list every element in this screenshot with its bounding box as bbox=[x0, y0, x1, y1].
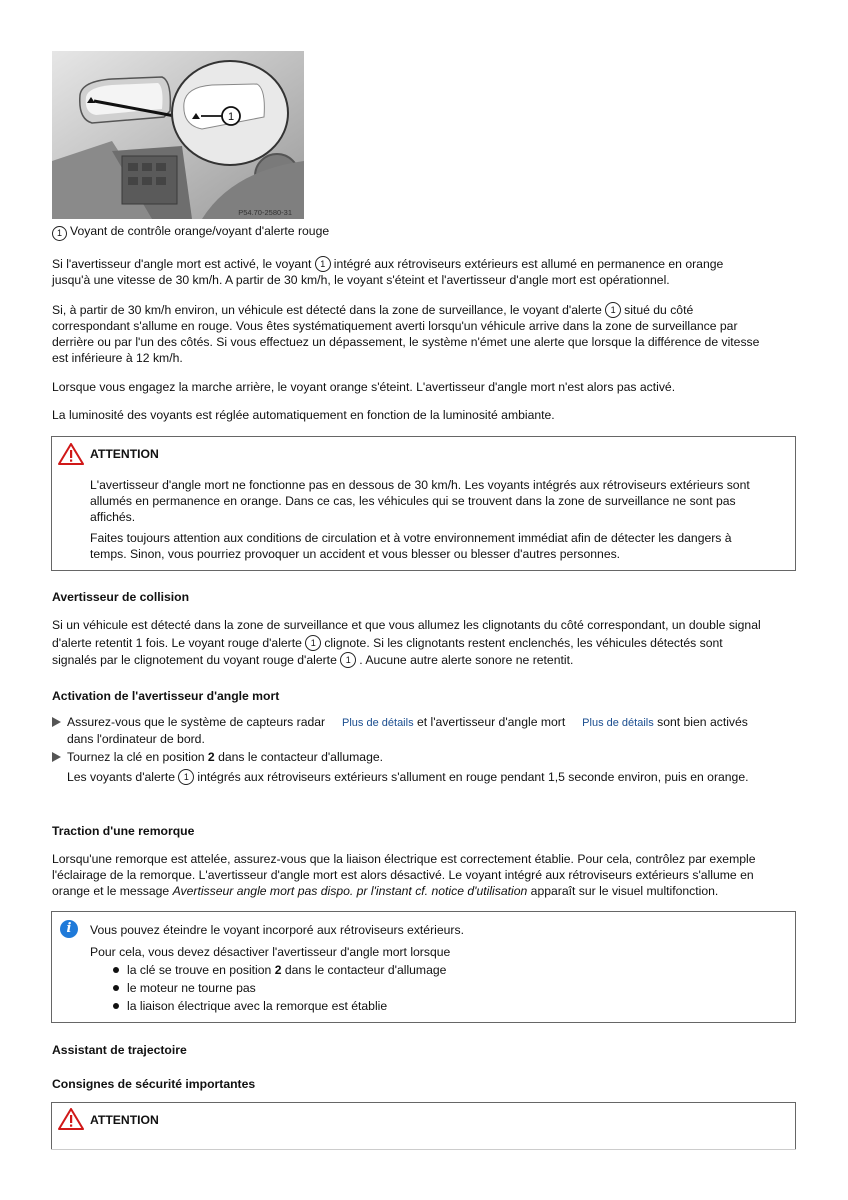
bullet-icon bbox=[113, 1003, 119, 1009]
activation-step-1: Assurez-vous que le système de capteurs radar Plus de détails et l'avertisseur d'angle mort Plus de détails sont bien activés dans l'ordinateur de bord. bbox=[52, 714, 798, 747]
intro-paragraph-4: La luminosité des voyants est réglée automatiquement en fonction de la luminosité ambiante. bbox=[52, 408, 555, 422]
mirror-illustration-svg bbox=[52, 51, 304, 219]
trailer-heading: Traction d'une remorque bbox=[52, 824, 195, 838]
trailer-paragraph: Lorsqu'une remorque est attelée, assurez-vous que la liaison électrique est correctement établie. Pour cela, contrôlez par exemple l'éclairage de la remorque. L'avertisseur d'angle mort est alors désactivé. Le voyant intégré aux rétroviseurs extérieurs s'allume en orange et le message Avertisseur angle mort pas dispo. pr l'instant cf. notice d'utilisation apparaît sur le visuel multifonction. bbox=[52, 852, 756, 898]
activation-heading: Activation de l'avertisseur d'angle mort bbox=[52, 689, 280, 703]
bullet-icon bbox=[113, 967, 119, 973]
callout-number: 1 bbox=[227, 111, 235, 123]
bullet-icon bbox=[113, 985, 119, 991]
activation-step-2: Tournez la clé en position 2 dans le contacteur d'allumage. Les voyants d'alerte 1 intégrés aux rétroviseurs extérieurs s'allument en rouge pendant 1,5 seconde environ, puis en orange. bbox=[52, 749, 798, 785]
info-box bbox=[51, 911, 796, 1023]
step-arrow-icon bbox=[52, 752, 61, 762]
caption-text: Voyant de contrôle orange/voyant d'alerte rouge bbox=[70, 224, 330, 238]
warning-title: ATTENTION bbox=[90, 447, 159, 461]
warning-title: ATTENTION bbox=[90, 1113, 159, 1127]
figure-code: P54.70-2580-31 bbox=[238, 208, 292, 217]
info-text: Vous pouvez éteindre le voyant incorporé aux rétroviseurs extérieurs. Pour cela, vous devez désactiver l'avertisseur d'angle mort lorsque la clé se trouve en position 2 dans le contacteur d'allumage le moteur ne tourne pas la liaison électrique avec la remorque est établie bbox=[90, 923, 464, 1013]
warning-box bbox=[51, 436, 796, 571]
callout-1-icon: 1 bbox=[178, 769, 194, 785]
warning-triangle-icon bbox=[58, 443, 84, 465]
collision-heading: Avertisseur de collision bbox=[52, 590, 190, 604]
intro-paragraph-2: Si, à partir de 30 km/h environ, un véhicule est détecté dans la zone de surveillance, le voyant d'alerte 1 situé du côté correspondant s'allume en rouge. Vous êtes systématiquement averti lorsqu'un véhicule arrive dans la zone de surveillance par derrière ou par l'un des côtés. Si vous effectuez un dépassement, le système n'émet une alerte que lorsque la différence de vitesse est inférieure à 12 km/h. bbox=[52, 303, 760, 365]
callout-1-icon: 1 bbox=[605, 302, 621, 318]
info-icon: i bbox=[60, 920, 78, 938]
callout-1-icon: 1 bbox=[340, 652, 356, 668]
callout-1-icon: 1 bbox=[315, 256, 331, 272]
callout-1-icon: 1 bbox=[52, 226, 67, 241]
trajectory-heading: Assistant de trajectoire bbox=[52, 1043, 187, 1057]
intro-paragraph-1: Si l'avertisseur d'angle mort est activé, le voyant 1 intégré aux rétroviseurs extérieurs est allumé en permanence en orange jusqu'à une vitesse de 30 km/h. A partir de 30 km/h, le voyant s'éteint et l'avertisseur d'angle mort est opérationnel. bbox=[52, 257, 724, 287]
safety-subheading: Consignes de sécurité importantes bbox=[52, 1077, 256, 1091]
blind-spot-details-link[interactable]: Plus de détails bbox=[582, 717, 654, 729]
callout-1-icon: 1 bbox=[305, 635, 321, 651]
step-arrow-icon bbox=[52, 717, 61, 727]
figure-caption bbox=[52, 223, 329, 241]
mirror-illustration bbox=[52, 51, 304, 219]
intro-paragraph-3: Lorsque vous engagez la marche arrière, le voyant orange s'éteint. L'avertisseur d'angle mort n'est alors pas activé. bbox=[52, 380, 676, 394]
warning-text: L'avertisseur d'angle mort ne fonctionne pas en dessous de 30 km/h. Les voyants intégrés aux rétroviseurs extérieurs sont allumés en permanence en orange. Dans ce cas, les véhicules qui se trouvent dans la zone de surveillance ne sont pas affichés. Faites toujours attention aux conditions de circulation et à votre environnement immédiat afin de détecter les dangers à temps. Sinon, vous pourriez provoquer un accident et vous blesser ou blesser d'autres personnes. bbox=[90, 478, 750, 561]
radar-details-link[interactable]: Plus de détails bbox=[342, 717, 414, 729]
collision-paragraph: Si un véhicule est détecté dans la zone de surveillance et que vous allumez les clignotants du côté correspondant, un double signal d'alerte retentit 1 fois. Le voyant rouge d'alerte 1 clignote. Si les clignotants restent enclenchés, les véhicules détectés sont signalés par le clignotement du voyant rouge d'alerte 1 . Aucune autre alerte sonore ne retentit. bbox=[52, 618, 761, 667]
warning-box-2 bbox=[51, 1102, 796, 1150]
box-bottom-divider bbox=[51, 1149, 796, 1150]
warning-triangle-icon bbox=[58, 1108, 84, 1130]
